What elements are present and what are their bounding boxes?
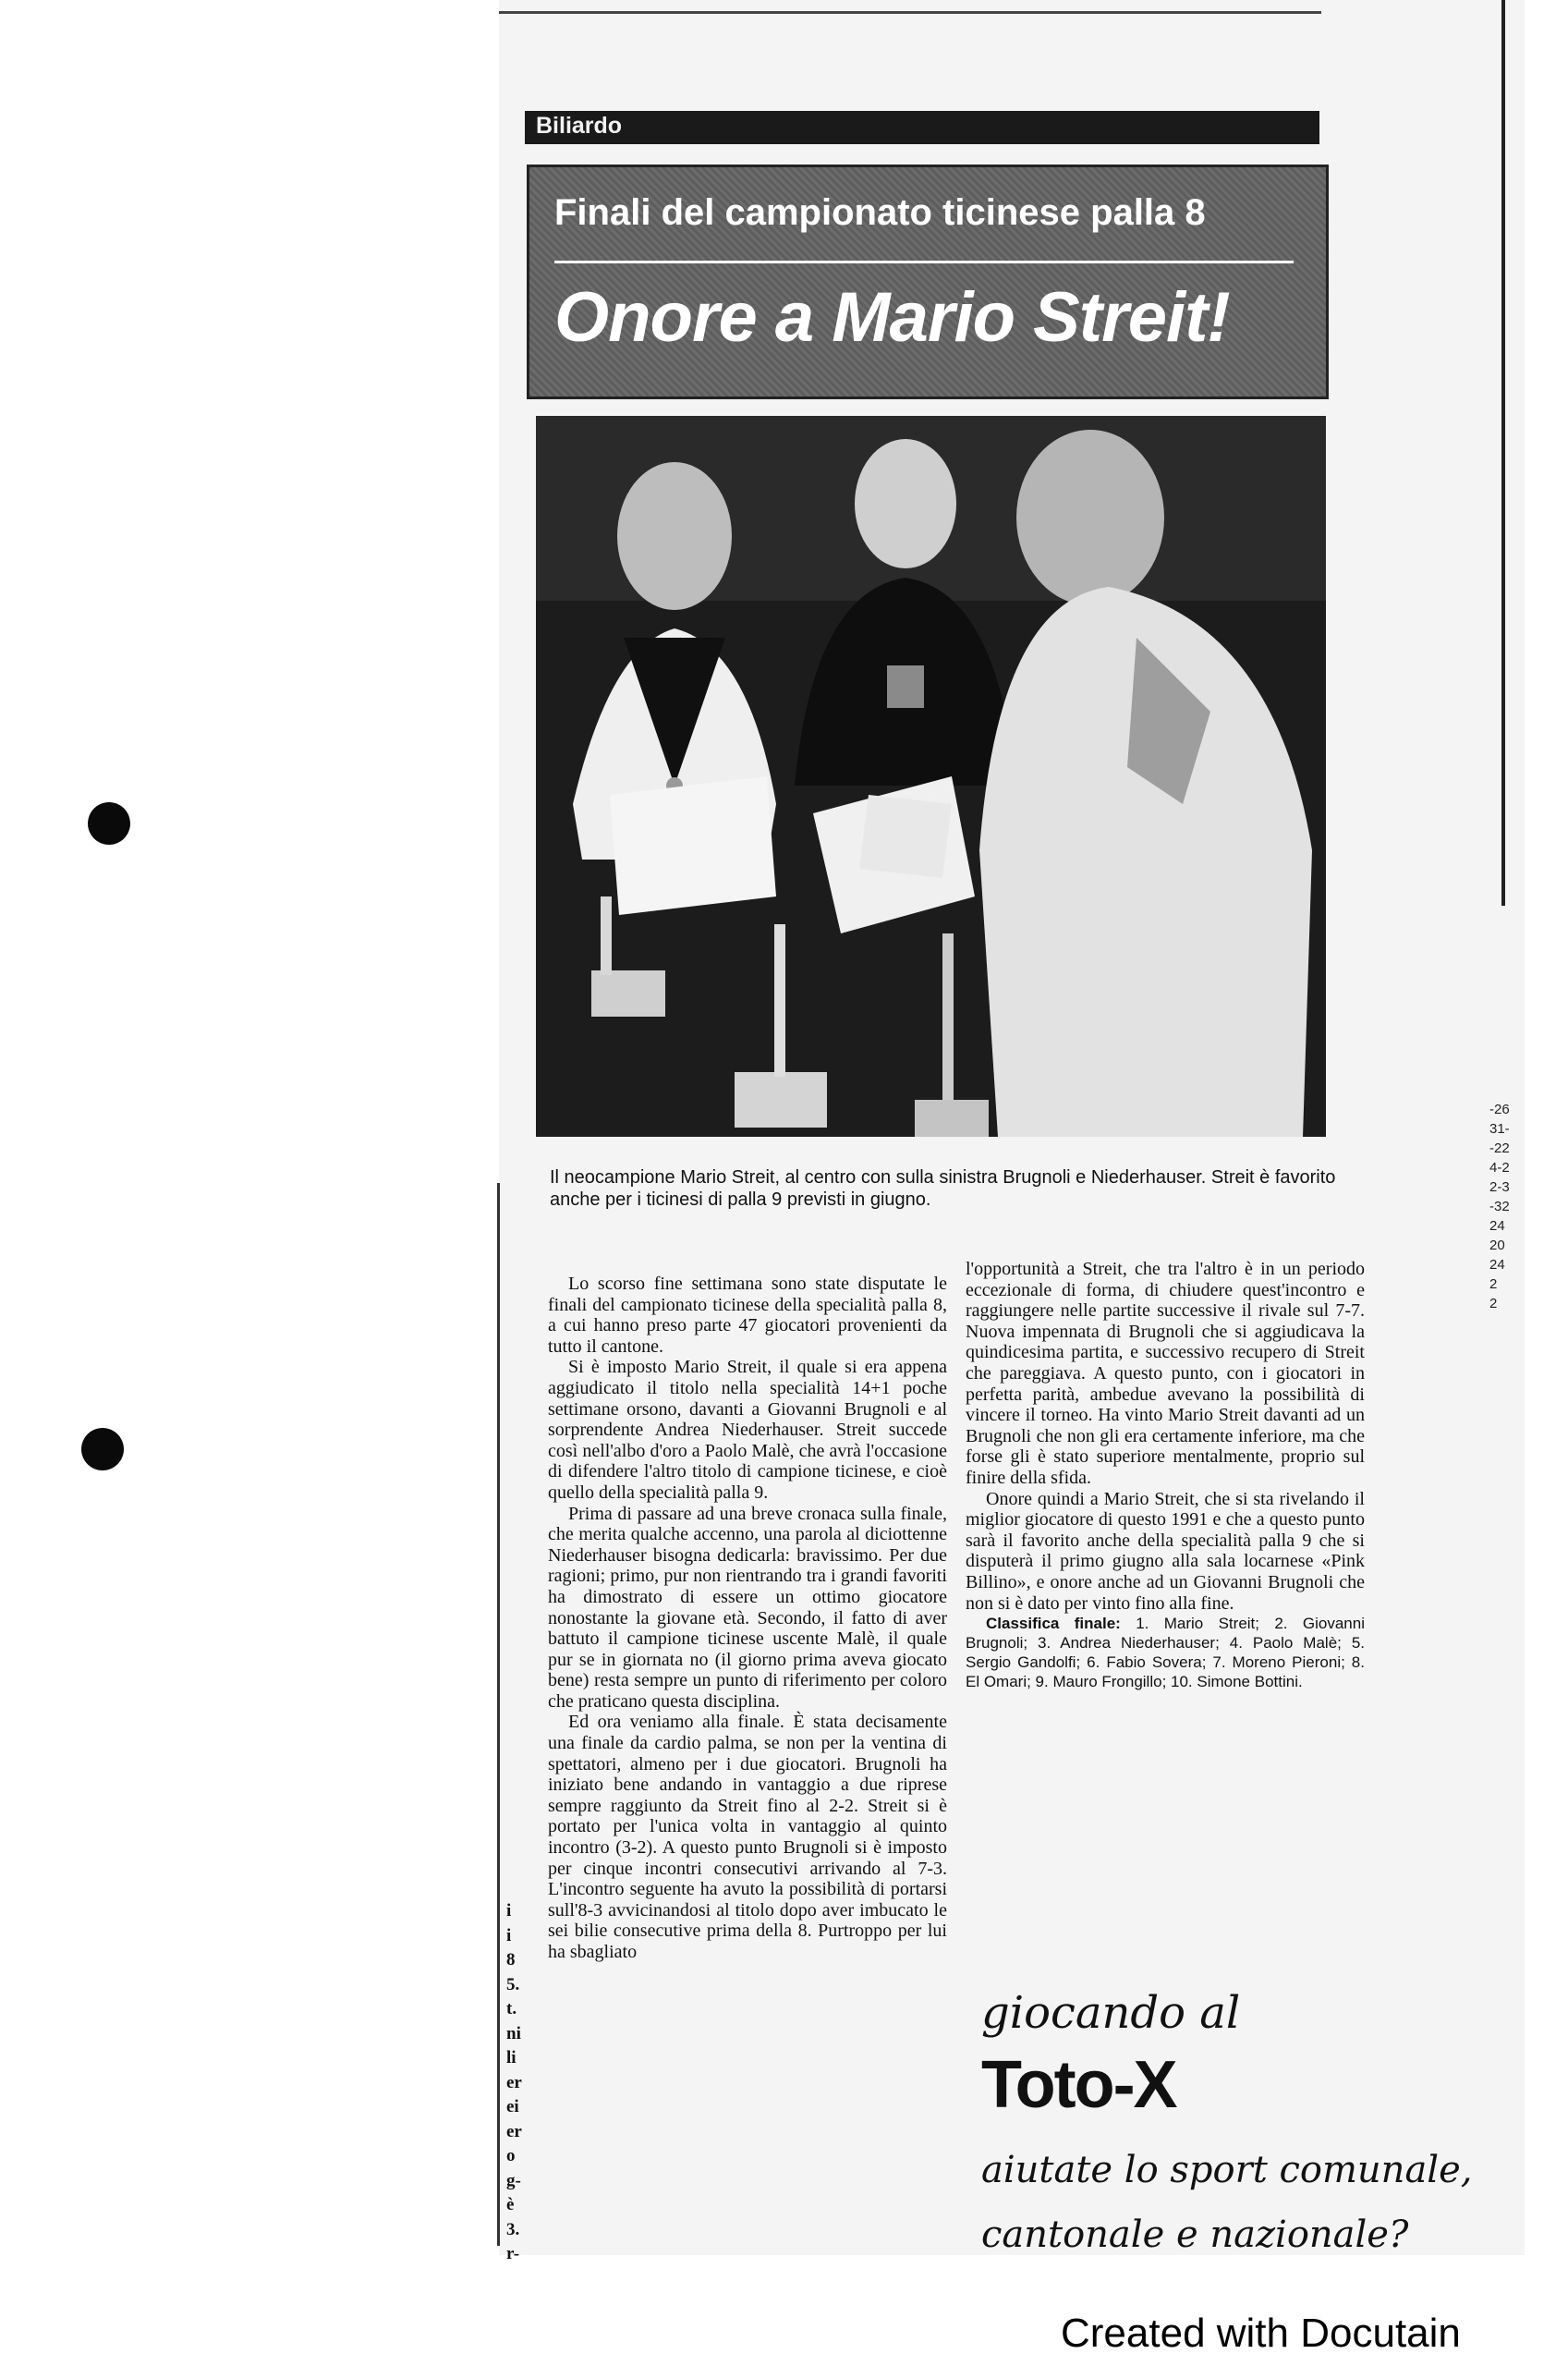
article-column-right [966, 1259, 1365, 1691]
final-ranking [966, 1614, 1365, 1691]
scanner-watermark: Created with Docutain [1061, 2311, 1461, 2356]
margin-fragment: t. [506, 1999, 517, 2018]
margin-fragment: ei [506, 2097, 519, 2116]
players-photo [536, 416, 1326, 1137]
section-label: Biliardo [536, 113, 623, 139]
punch-hole-top [88, 802, 130, 845]
margin-fragment: ni [506, 2023, 521, 2043]
left-column-rule [497, 1183, 500, 2246]
margin-fragment: 8 [506, 1950, 516, 1970]
top-rule [499, 11, 1321, 14]
margin-fragment: 24 [1489, 1218, 1505, 1234]
article-column-left [548, 1274, 947, 1963]
margin-fragment: g- [506, 2170, 521, 2190]
margin-fragment: er [506, 2072, 522, 2092]
margin-fragment: 2-3 [1489, 1179, 1510, 1195]
article-paragraph: Lo scorso fine settimana sono state disputate le finali del campionato ticinese della specialità palla 8, a cui hanno preso parte 47 giocatori provenienti da tutto il cantone. [548, 1274, 947, 1357]
article-paragraph: Si è imposto Mario Streit, il quale si era appena aggiudicato il titolo nella specialità 14+1 poche settimane orsono, davanti a Giovanni Brugnoli e al sorprendente Andrea Niederhauser. Streit succede così nell'albo d'oro a Paolo Malè, che avrà l'occasione di difendere l'altro titolo di campione ticinese, e cioè quello della specialità palla 9. [548, 1357, 947, 1503]
margin-fragment: o [506, 2146, 516, 2165]
ad-line-3: cantonale e nazionale? [981, 2214, 1409, 2256]
margin-fragment: i [506, 1901, 512, 1921]
article-paragraph: Onore quindi a Mario Streit, che si sta rivelando il miglior giocatore di questo 1991 e che a questo punto sarà il favorito anche della specialità palla 9 che si disputerà il primo giugno alla sala locarnese «Pink Billino», e onore anche ad un Giovanni Brugnoli che non si è dato per vinto fino alla fine. [966, 1488, 1365, 1614]
margin-fragment: 2 [1489, 1296, 1498, 1311]
headline: Onore a Mario Streit! [554, 278, 1230, 357]
margin-fragment: 31- [1489, 1121, 1510, 1137]
article-paragraph: l'opportunità a Streit, che tra l'altro è in un periodo eccezionale di forma, di chiudere quest'incontro e raggiungere nelle partite successive il rivale sul 7-7. Nuova impennata di Brugnoli che si aggiudicava la quindicesima partita, e successivo recupero di Streit che pareggiava. A questo punto, con i giocatori in perfetta parità, ambedue avevano la possibilità di vincere il torneo. Ha vinto Mario Streit davanti ad un Brugnoli che non gli era certamente inferiore, ma che forse gli è stato superiore mentalmente, proprio sul finire della sfida. [966, 1259, 1365, 1488]
margin-fragment: i [506, 1925, 512, 1945]
article-paragraph: Ed ora veniamo alla finale. È stata decisamente una finale da cardio palma, se non per la ventina di spettatori, almeno per i due giocatori. Brugnoli ha iniziato bene andando in vantaggio a due riprese sempre raggiunto da Streit fino al 2-2. Streit si è portato per l'unica volta in vantaggio al quinto incontro (3-2). A questo punto Brugnoli si è imposto per cinque incontri consecutivi arrivando al 7-3. L'incontro seguente ha avuto la possibilità di portarsi sull'8-3 avvicinandosi al titolo dopo aver imbucato le sei bilie consecutive prima della 8. Purtroppo per lui ha sbagliato [548, 1712, 947, 1962]
right-margin-fragments [1489, 1100, 1510, 1313]
margin-fragment: -32 [1489, 1199, 1510, 1214]
left-margin-fragments [506, 1899, 522, 2267]
margin-fragment: r- [506, 2244, 520, 2263]
players-photo-illustration [536, 416, 1326, 1137]
margin-fragment: -26 [1489, 1102, 1510, 1117]
punch-hole-bottom [81, 1428, 124, 1470]
margin-fragment: 2 [1489, 1276, 1498, 1292]
ad-line-2: aiutate lo sport comunale, [981, 2149, 1473, 2191]
margin-fragment: 4-2 [1489, 1160, 1510, 1176]
section-bar [525, 111, 1319, 144]
final-ranking-label: Classifica finale: [986, 1615, 1121, 1633]
final-ranking-text: 1. Mario Streit; 2. Giovanni Brugnoli; 3. Andrea Niederhauser; 4. Paolo Malè; 5. Sergio Gandolfi; 6. Fabio Sovera; 7. Moreno Pieroni; 8. El Omari; 9. Mauro Frongillo; 10. Simone Bottini. [966, 1615, 1365, 1691]
margin-fragment: 5. [506, 1974, 520, 1994]
margin-fragment: 24 [1489, 1257, 1505, 1273]
margin-fragment: 3. [506, 2219, 520, 2239]
margin-fragment: er [506, 2121, 522, 2141]
headline-rule [554, 261, 1294, 263]
margin-fragment: li [506, 2048, 517, 2067]
margin-fragment: 20 [1489, 1238, 1505, 1253]
kicker: Finali del campionato ticinese palla 8 [554, 192, 1206, 233]
ad-brand: Toto-X [981, 2048, 1176, 2122]
right-column-rule [1501, 0, 1505, 906]
ad-line-1: giocando al [981, 1987, 1241, 2039]
margin-fragment: -22 [1489, 1140, 1510, 1156]
margin-fragment: è [506, 2195, 515, 2214]
article-paragraph: Prima di passare ad una breve cronaca sulla finale, che merita qualche accenno, una parola al diciottenne Niederhauser bisogna dedicarla: bravissimo. Per due ragioni; primo, pur non rientrando tra i grandi favoriti ha dimostrato di essere un ottimo giocatore nonostante la giovane età. Secondo, il fatto di aver battuto il campione ticinese uscente Malè, il quale pur se in giornata no (il giorno prima aveva giocato bene) resta sempre un punto di riferimento per coloro che praticano questa disciplina. [548, 1503, 947, 1712]
photo-caption: Il neocampione Mario Streit, al centro con sulla sinistra Brugnoli e Niederhauser. Streit è favorito anche per i ticinesi di palla 9 previsti in giugno. [550, 1167, 1336, 1210]
